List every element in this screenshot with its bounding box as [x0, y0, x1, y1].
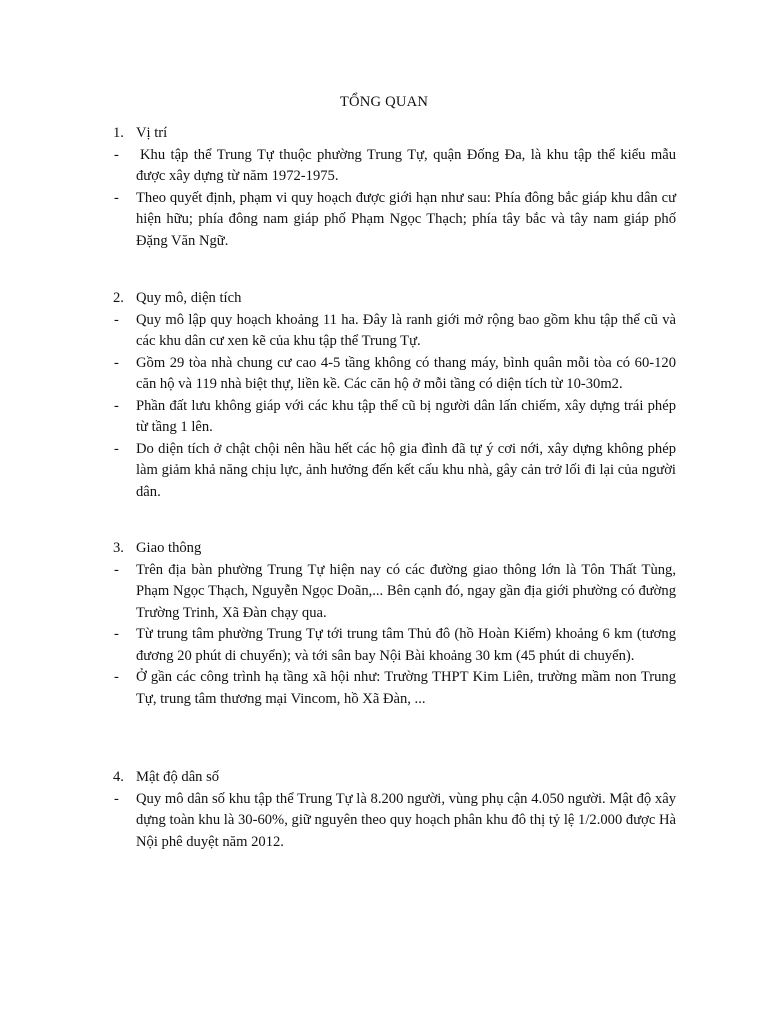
list-item: [0, 789, 768, 854]
bullet-dash: -: [114, 397, 119, 414]
list-item-text: Từ trung tâm phường Trung Tự tới trung tâm Thủ đô (hồ Hoàn Kiếm) khoảng 6 km (tương đương 20 phút di chuyển); và tới sân bay Nội Bài khoảng 30 km (45 phút di chuyển).: [136, 626, 676, 664]
list-item: [0, 624, 768, 667]
list-item-text: Quy mô lập quy hoạch khoảng 11 ha. Đây là ranh giới mở rộng bao gồm khu tập thể cũ và các khu dân cư xen kẽ của khu tập thể Trung Tự.: [136, 311, 676, 349]
list-item: [0, 560, 768, 625]
section-heading: [0, 288, 768, 310]
list-item-text: Ở gần các công trình hạ tầng xã hội như: Trường THPT Kim Liên, trường mầm non Trung Tự, trung tâm thương mại Vincom, hồ Xã Đàn, ...: [136, 669, 676, 707]
bullet-dash: -: [114, 561, 119, 578]
section-population-density: [0, 767, 768, 853]
list-item: [0, 439, 768, 504]
section-heading: [0, 123, 768, 145]
list-item-text: Trên địa bàn phường Trung Tự hiện nay có các đường giao thông lớn là Tôn Thất Tùng, Phạm Ngọc Thạch, Nguyễn Ngọc Doãn,... Bên cạnh đó, ngay gần địa giới phường có đường Trường Trinh, Xã Đàn chạy qua.: [136, 561, 676, 621]
list-item: [0, 353, 768, 396]
bullet-dash: -: [114, 311, 119, 328]
bullet-dash: -: [114, 626, 119, 642]
list-item-text: Quy mô dân số khu tập thể Trung Tự là 8.200 người, vùng phụ cận 4.050 người. Mật độ xây dựng toàn khu là 30-60%, giữ nguyên theo quy hoạch phân khu đô thị tỷ lệ 1/2.000 được Hà Nội phê duyệt năm 2012.: [136, 790, 676, 850]
section-number: 1.: [113, 125, 124, 141]
bullet-dash: -: [114, 189, 119, 206]
bullet-dash: -: [114, 440, 119, 457]
bullet-dash: -: [114, 146, 119, 163]
list-item: [0, 188, 768, 253]
list-item-text: Do diện tích ở chật chội nên hầu hết các hộ gia đình đã tự ý cơi nới, xây dựng không phép làm giảm khả năng chịu lực, ảnh hưởng đến kết cấu khu nhà, gây cản trở lối đi lại của người dân.: [136, 440, 676, 500]
section-title: Mật độ dân số: [136, 769, 220, 785]
list-item-text: Theo quyết định, phạm vi quy hoạch được giới hạn như sau: Phía đông bắc giáp khu dân cư hiện hữu; phía đông nam giáp phố Phạm Ngọc Thạch; phía tây bắc và tây nam giáp phố Đặng Văn Ngữ.: [136, 189, 676, 249]
section-title: Vị trí: [136, 125, 168, 141]
list-item: [0, 145, 768, 188]
list-item: [0, 667, 768, 710]
document-title: TỔNG QUAN: [339, 94, 429, 110]
bullet-dash: -: [114, 790, 119, 807]
bullet-dash: -: [114, 669, 119, 685]
section-heading: [0, 767, 768, 789]
section-transport: [0, 538, 768, 710]
section-number: 4.: [113, 769, 124, 785]
list-item: [0, 396, 768, 439]
list-item-text: Gồm 29 tòa nhà chung cư cao 4-5 tầng không có thang máy, bình quân mỗi tòa có 60-120 căn hộ và 119 nhà biệt thự, liền kề. Các căn hộ ở mỗi tầng có diện tích từ 10-30m2.: [136, 354, 676, 392]
section-heading: [0, 538, 768, 560]
section-number: 3.: [113, 540, 124, 556]
list-item-text: Khu tập thể Trung Tự thuộc phường Trung Tự, quận Đống Đa, là khu tập thể kiểu mẫu được xây dựng từ năm 1972-1975.: [136, 146, 676, 184]
section-number: 2.: [113, 290, 124, 306]
section-title: Giao thông: [136, 540, 202, 556]
section-location: [0, 123, 768, 252]
section-title: Quy mô, diện tích: [136, 290, 242, 306]
list-item-text: Phần đất lưu không giáp với các khu tập thể cũ bị người dân lấn chiếm, xây dựng trái phép từ tầng 1 lên.: [136, 397, 676, 435]
list-item: [0, 310, 768, 353]
bullet-dash: -: [114, 354, 119, 371]
section-scale-area: [0, 288, 768, 503]
